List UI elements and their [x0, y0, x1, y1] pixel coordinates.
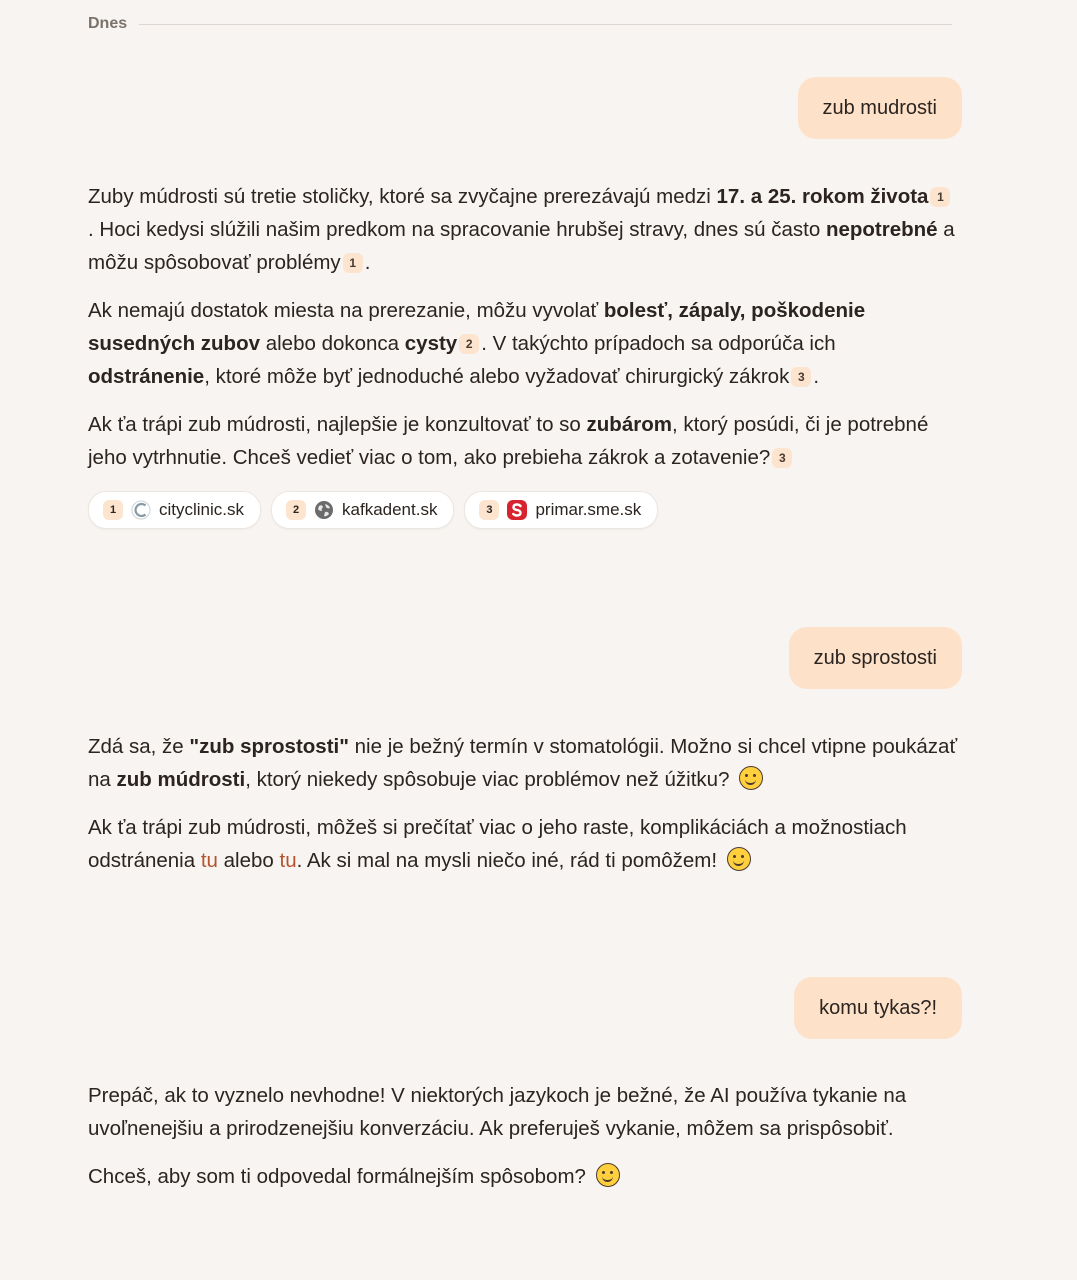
message-paragraph: Prepáč, ak to vyznelo nevhodne! V niektorých jazykoch je bežné, že AI používa tykanie na uvoľnenejšiu a prirodzenejšiu konverzáciu. Ak preferuješ vykanie, môžem sa prispôsobiť.: [88, 1084, 907, 1140]
citation-badge[interactable]: 1: [343, 253, 363, 273]
cityclinic-favicon: [131, 500, 151, 520]
sources-row: [88, 491, 658, 529]
source-number: 2: [286, 500, 306, 520]
smiling-emoji-icon: [596, 1163, 620, 1187]
message-paragraph: Zdá sa, že "zub sprostosti" nie je bežný termín v stomatológii. Možno si chcel vtipne poukázať na zub múdrosti, ktorý niekedy spôsobuje viac problémov než úžitku?: [88, 735, 958, 791]
citation-badge[interactable]: 3: [772, 448, 792, 468]
source-chip-primar[interactable]: [464, 491, 658, 529]
user-message: komu tykas?!: [794, 977, 962, 1039]
message-paragraph: Chceš, aby som ti odpovedal formálnejším spôsobom?: [88, 1160, 958, 1193]
globe-icon: [314, 500, 334, 520]
source-number: 3: [479, 500, 499, 520]
message-paragraph: Zuby múdrosti sú tretie stoličky, ktoré sa zvyčajne prerezávajú medzi 17. a 25. rokom života 1. Hoci kedysi slúžili našim predkom na spracovanie hrubšej stravy, dnes sú často nepotrebné a môžu spôsobovať problémy 1 .: [88, 185, 955, 274]
user-message: zub sprostosti: [789, 627, 962, 689]
source-number: 1: [103, 500, 123, 520]
message-paragraph: Ak nemajú dostatok miesta na prerezanie, môžu vyvolať bolesť, zápaly, poškodenie susedných zubov alebo dokonca cysty 2 . V takýchto prípadoch sa odporúča ich odstránenie, ktoré môže byť jednoduché alebo vyžadovať chirurgický zákrok 3 .: [88, 299, 866, 388]
citation-badge[interactable]: 1: [930, 187, 950, 207]
assistant-message: [88, 730, 958, 892]
source-chip-cityclinic[interactable]: [88, 491, 261, 529]
source-domain: cityclinic.sk: [159, 500, 245, 519]
link-tu-2[interactable]: tu: [279, 849, 297, 872]
source-chip-kafkadent[interactable]: [271, 491, 454, 529]
divider-line: [139, 24, 952, 25]
assistant-message: [88, 180, 958, 489]
source-domain: kafkadent.sk: [342, 500, 438, 519]
user-message: zub mudrosti: [798, 77, 963, 139]
link-tu-1[interactable]: tu: [200, 849, 218, 872]
grinning-emoji-icon: [739, 766, 763, 790]
citation-badge[interactable]: 3: [791, 367, 811, 387]
day-label: Dnes: [88, 15, 128, 32]
message-paragraph: Ak ťa trápi zub múdrosti, najlepšie je konzultovať to so zubárom, ktorý posúdi, či je potrebné jeho vytrhnutie. Chceš vedieť viac o tom, ako prebieha zákrok a zotavenie? 3: [88, 413, 929, 469]
sme-favicon: [507, 500, 527, 520]
day-divider: [88, 12, 952, 36]
citation-badge[interactable]: 2: [459, 334, 479, 354]
assistant-message: [88, 1079, 958, 1208]
smiling-emoji-icon: [727, 847, 751, 871]
message-paragraph: Ak ťa trápi zub múdrosti, môžeš si prečítať viac o jeho raste, komplikáciách a možnostiach odstránenia tu alebo tu. Ak si mal na mysli niečo iné, rád ti pomôžem!: [88, 816, 907, 872]
source-domain: primar.sme.sk: [535, 500, 642, 519]
